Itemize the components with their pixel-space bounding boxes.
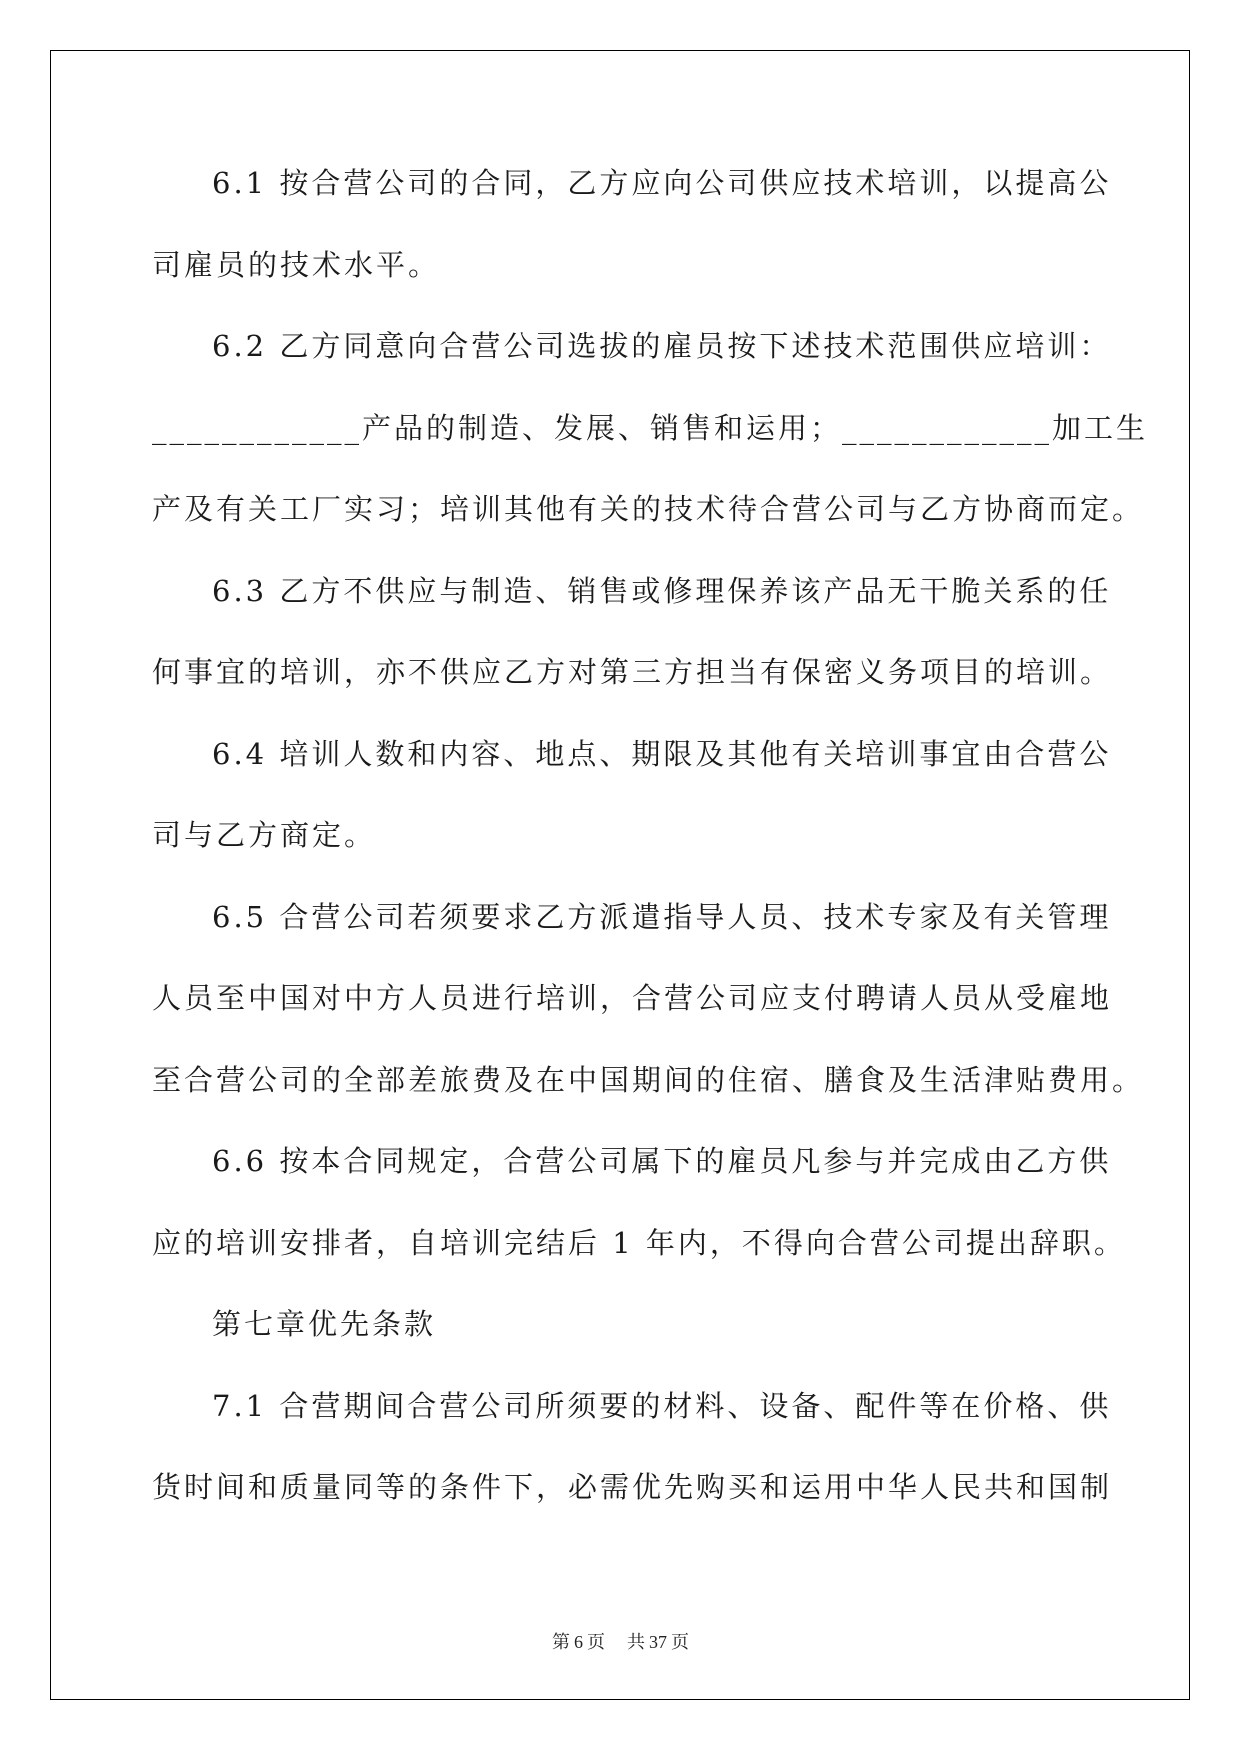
text-line: 人员至中国对中方人员进行培训，合营公司应支付聘请人员从受雇地	[152, 981, 1113, 1015]
text-line: 6.5 合营公司若须要求乙方派遣指导人员、技术专家及有关管理	[212, 899, 1112, 934]
page-footer	[0, 1628, 1241, 1654]
page-unit: 页	[587, 1632, 605, 1652]
chapter-heading: 第七章优先条款	[212, 1307, 437, 1341]
text-line: ____________产品的制造、发展、销售和运用；____________加工生	[152, 410, 1149, 445]
total-unit: 页	[671, 1632, 689, 1652]
page-label: 第	[552, 1632, 570, 1652]
document-body	[152, 165, 1149, 1551]
text-line: 司雇员的技术水平。	[152, 247, 441, 282]
text-line: 6.3 乙方不供应与制造、销售或修理保养该产品无干脆关系的任	[212, 573, 1112, 608]
text-line: 6.4 培训人数和内容、地点、期限及其他有关培训事宜由合营公	[212, 736, 1112, 771]
text-line: 6.6 按本合同规定，合营公司属下的雇员凡参与并完成由乙方供	[212, 1144, 1112, 1178]
text-line: 货时间和质量同等的条件下，必需优先购买和运用中华人民共和国制	[152, 1470, 1113, 1504]
page-number: 6	[574, 1632, 583, 1652]
text-line: 司与乙方商定。	[152, 818, 377, 852]
total-label: 共	[627, 1632, 645, 1652]
text-line: 6.1 按合营公司的合同，乙方应向公司供应技术培训，以提高公	[212, 166, 1112, 200]
text-line: 7.1 合营期间合营公司所须要的材料、设备、配件等在价格、供	[212, 1388, 1112, 1423]
text-line: 6.2 乙方同意向合营公司选拔的雇员按下述技术范围供应培训：	[212, 329, 1112, 363]
text-line: 应的培训安排者，自培训完结后 1 年内，不得向合营公司提出辞职。	[152, 1225, 1126, 1260]
total-pages: 37	[649, 1632, 667, 1652]
text-line: 至合营公司的全部差旅费及在中国期间的住宿、膳食及生活津贴费用。	[152, 1062, 1145, 1097]
text-line: 何事宜的培训，亦不供应乙方对第三方担当有保密义务项目的培训。	[152, 655, 1113, 689]
text-line: 产及有关工厂实习；培训其他有关的技术待合营公司与乙方协商而定。	[152, 492, 1145, 526]
